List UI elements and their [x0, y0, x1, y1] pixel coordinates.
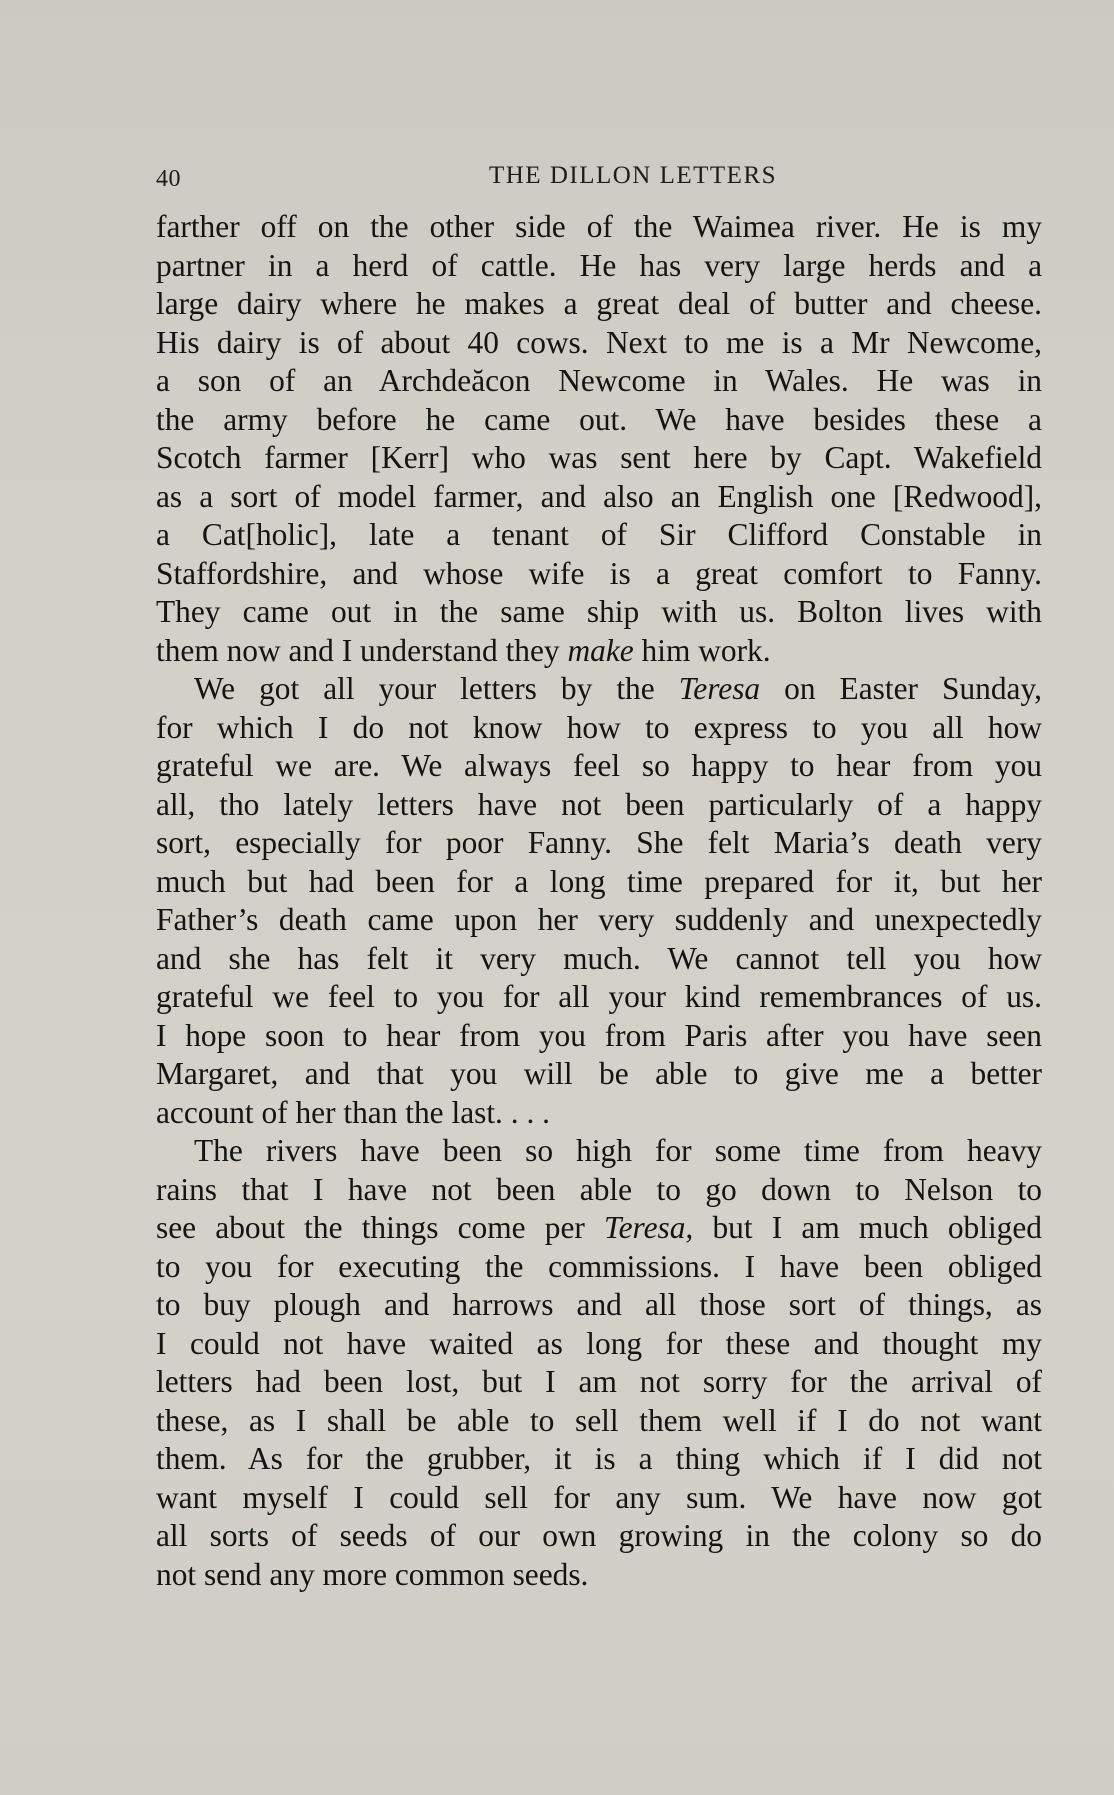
text-run: We got all your letters by the — [194, 671, 679, 706]
text-line: partner in a herd of cattle. He has very large herds and a — [156, 247, 1042, 283]
text-run: see about the things come per — [156, 1210, 605, 1245]
text-line: not send any more common seeds. — [156, 1556, 589, 1592]
page-number: 40 — [156, 166, 181, 192]
text-line: I could not have waited as long for these and thought my — [156, 1325, 1042, 1361]
text-line: to buy plough and harrows and all those sort of things, as — [156, 1287, 1042, 1322]
text-line: these, as I shall be able to sell them well if I do not want — [156, 1402, 1042, 1438]
text-line: want myself I could sell for any sum. We have now got — [156, 1479, 1042, 1515]
text-line: account of her than the last. . . . — [156, 1094, 550, 1130]
running-title: THE DILLON LETTERS — [488, 162, 778, 189]
text-run: but I am much obliged — [693, 1210, 1042, 1245]
text-line: sort, especially for poor Fanny. She felt Maria’s death very — [156, 825, 1042, 860]
paragraph-2 — [156, 670, 1042, 1132]
text-line: Father’s death came upon her very suddenly and unexpectedly — [156, 902, 1042, 937]
text-line: His dairy is of about 40 cows. Next to me is a Mr Newcome, — [156, 324, 1042, 360]
text-run: on Easter Sunday, — [760, 671, 1042, 706]
text-line: They came out in the same ship with us. Bolton lives with — [156, 594, 1042, 629]
italic-word: Teresa, — [604, 1210, 694, 1245]
running-head — [156, 158, 1040, 198]
text-line: as a sort of model farmer, and also an English one [Redwood], — [156, 478, 1042, 514]
text-run: them now and I understand they — [156, 632, 568, 668]
text-line: Staffordshire, and whose wife is a great comfort to Fanny. — [156, 555, 1042, 591]
text-line: and she has felt it very much. We cannot tell you how — [156, 940, 1042, 976]
text-line — [156, 670, 1042, 709]
text-line: all sorts of seeds of our own growing in the colony so do — [156, 1518, 1042, 1553]
text-run: him work. — [633, 632, 771, 668]
text-line: letters had been lost, but I am not sorry for the arrival of — [156, 1364, 1042, 1399]
text-line — [156, 632, 1042, 671]
paragraph-1 — [156, 208, 1042, 670]
text-line: for which I do not know how to express to you all how — [156, 709, 1042, 745]
text-line: grateful we feel to you for all your kind remembrances of us. — [156, 979, 1042, 1014]
italic-word: Teresa — [678, 671, 761, 706]
text-run: The rivers have been so high for some time from heavy — [194, 1133, 1042, 1168]
text-line — [156, 1209, 1042, 1248]
text-line: Margaret, and that you will be able to give me a better — [156, 1056, 1042, 1091]
text-line — [156, 1132, 1042, 1171]
text-line: a Cat[holic], late a tenant of Sir Clifford Constable in — [156, 517, 1042, 552]
text-line: to you for executing the commissions. I have been obliged — [156, 1248, 1042, 1284]
italic-word: make — [567, 632, 634, 668]
text-line: grateful we are. We always feel so happy to hear from you — [156, 748, 1042, 783]
text-line: Scotch farmer [Kerr] who was sent here by Capt. Wakefield — [156, 440, 1042, 475]
text-line: a son of an Archdeăcon Newcome in Wales. He was in — [156, 363, 1042, 398]
text-line: the army before he came out. We have besides these a — [156, 401, 1042, 437]
text-line: much but had been for a long time prepared for it, but her — [156, 863, 1042, 899]
text-line: large dairy where he makes a great deal of butter and cheese. — [156, 286, 1042, 321]
text-line: all, tho lately letters have not been particularly of a happy — [156, 786, 1042, 822]
text-line: rains that I have not been able to go down to Nelson to — [156, 1171, 1042, 1207]
text-line: them. As for the grubber, it is a thing which if I did not — [156, 1441, 1042, 1476]
paragraph-3 — [156, 1132, 1042, 1594]
text-line: I hope soon to hear from you from Paris after you have seen — [156, 1017, 1042, 1053]
text-line: farther off on the other side of the Waimea river. He is my — [156, 209, 1042, 244]
body-text — [156, 208, 1042, 1594]
